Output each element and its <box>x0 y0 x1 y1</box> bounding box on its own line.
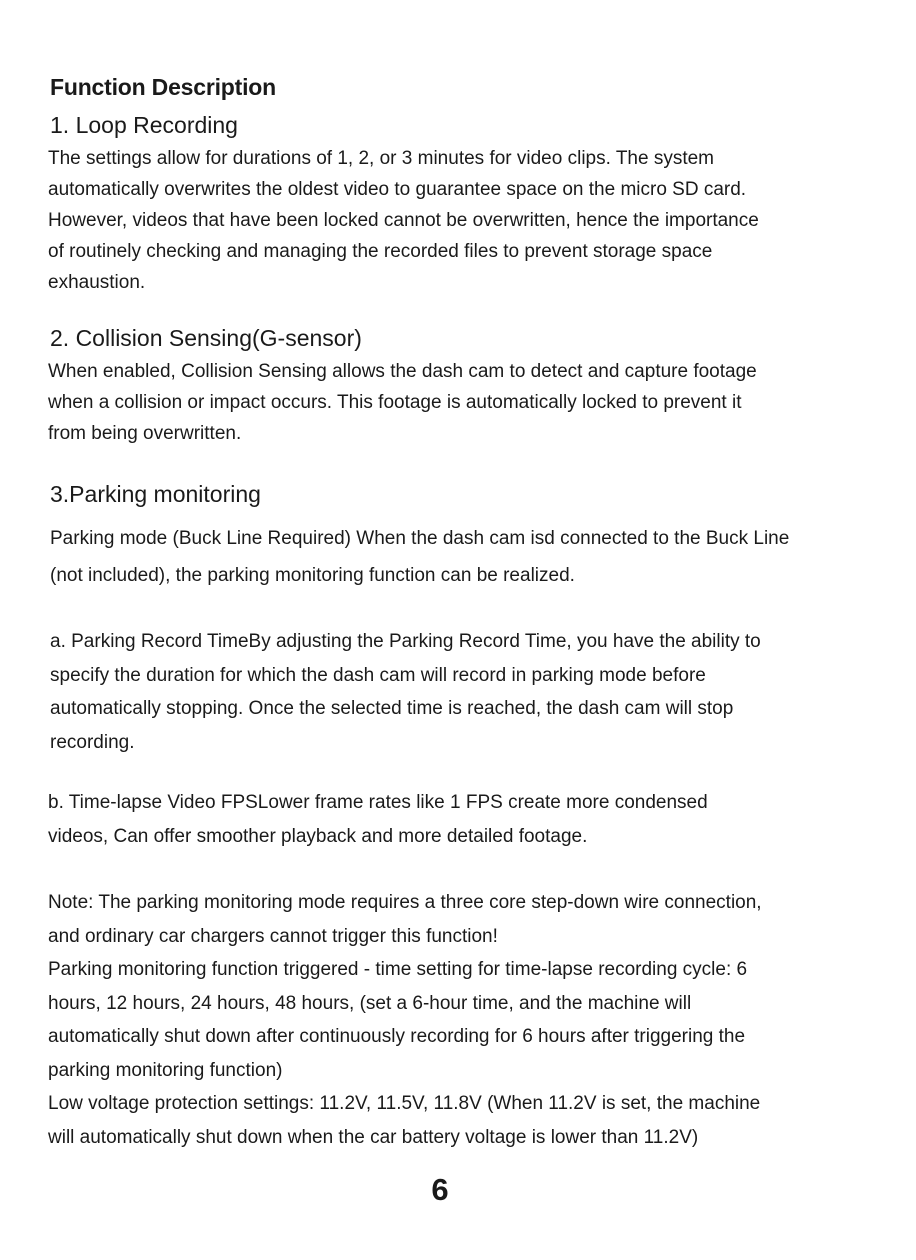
text-line: Parking monitoring function triggered - time setting for time-lapse recording cycle: 6 <box>48 959 748 980</box>
note-paragraph <box>48 886 868 1154</box>
text-line: videos, Can offer smoother playback and more detailed footage. <box>48 825 588 847</box>
collision-sensing-paragraph <box>48 356 868 449</box>
text-line: of routinely checking and managing the recorded files to prevent storage space <box>48 241 713 262</box>
text-line: Parking mode (Buck Line Required) When the dash cam isd connected to the Buck Line <box>50 528 790 549</box>
text-line: parking monitoring function) <box>48 1059 283 1081</box>
parking-mode-paragraph <box>50 520 870 594</box>
text-line: exhaustion. <box>48 272 146 293</box>
text-line: will automatically shut down when the car battery voltage is lower than 11.2V) <box>48 1126 699 1148</box>
text-line: (not included), the parking monitoring function can be realized. <box>50 565 575 586</box>
parking-record-time-paragraph <box>50 625 870 759</box>
text-line: hours, 12 hours, 24 hours, 48 hours, (set a 6-hour time, and the machine will <box>48 992 692 1014</box>
text-line: Low voltage protection settings: 11.2V, 11.5V, 11.8V (When 11.2V is set, the machine <box>48 1093 761 1114</box>
text-line: automatically stopping. Once the selected time is reached, the dash cam will stop <box>50 698 734 719</box>
time-lapse-fps-paragraph <box>48 786 868 853</box>
text-line: and ordinary car chargers cannot trigger this function! <box>48 925 498 947</box>
text-line: Note: The parking monitoring mode requires a three core step-down wire connection, <box>48 892 762 913</box>
text-line: automatically overwrites the oldest video to guarantee space on the micro SD card. <box>48 179 747 200</box>
text-line: from being overwritten. <box>48 423 242 444</box>
text-line: The settings allow for durations of 1, 2, or 3 minutes for video clips. The system <box>48 148 715 169</box>
text-line: when a collision or impact occurs. This footage is automatically locked to prevent it <box>48 392 742 413</box>
text-line: a. Parking Record TimeBy adjusting the Parking Record Time, you have the ability to <box>50 631 761 652</box>
section-title-collision-sensing: 2. Collision Sensing(G-sensor) <box>50 325 362 351</box>
text-line: recording. <box>50 731 135 753</box>
text-line: specify the duration for which the dash cam will record in parking mode before <box>50 664 706 686</box>
page-heading: Function Description <box>50 74 277 100</box>
text-line: automatically shut down after continuously recording for 6 hours after triggering the <box>48 1026 746 1047</box>
section-title-loop-recording: 1. Loop Recording <box>50 112 238 138</box>
page-number: 6 <box>431 1172 449 1207</box>
section-title-parking-monitoring: 3.Parking monitoring <box>50 481 261 507</box>
text-line: b. Time-lapse Video FPSLower frame rates like 1 FPS create more condensed <box>48 792 708 813</box>
loop-recording-paragraph <box>48 143 868 298</box>
text-line: When enabled, Collision Sensing allows the dash cam to detect and capture footage <box>48 361 757 382</box>
text-line: However, videos that have been locked cannot be overwritten, hence the importance <box>48 210 759 231</box>
